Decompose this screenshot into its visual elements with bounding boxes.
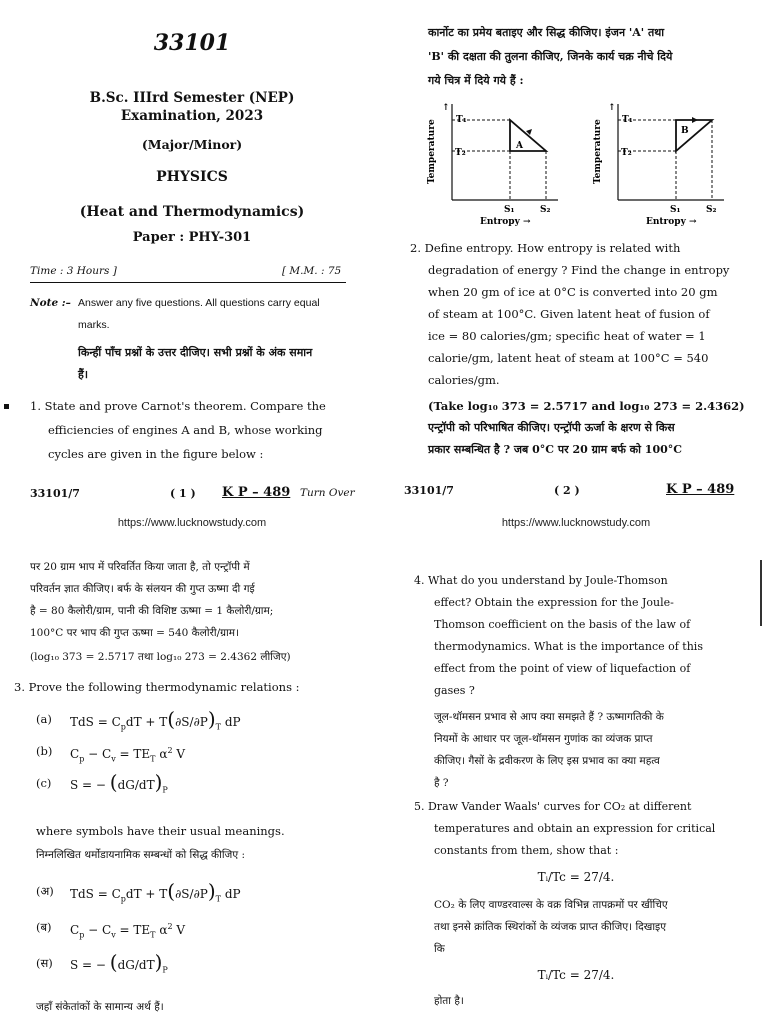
q4-hi-2: नियमों के आधार पर जूल-थॉमसन गुणांक का व्यंजक प्राप्त: [434, 733, 653, 745]
subject-title: PHYSICS: [156, 169, 228, 185]
exam-title: Examination, 2023: [120, 108, 264, 124]
q5-line-3: constants from them, show that :: [434, 844, 619, 857]
q2-hi-cont-4: 100°C पर भाप की गुप्त ऊष्मा = 540 कैलोरी/ग्राम।: [30, 627, 240, 639]
page-edge-mark: [760, 560, 762, 626]
q5-hi-3: कि: [434, 943, 445, 955]
footer-kp-code: K P – 489: [222, 485, 291, 500]
q4-hi-4: है ?: [434, 777, 449, 789]
eq-c-label: (c): [36, 776, 52, 790]
q4-hi-1: जूल-थॉमसन प्रभाव से आप क्या समझते हैं ? ऊष्मागतिकी के: [434, 711, 664, 723]
q4-line-2: effect? Obtain the expression for the Joule-: [434, 596, 674, 609]
paper-number: Paper : PHY-301: [132, 230, 252, 245]
q2-hi-cont-2: परिवर्तन ज्ञात कीजिए। बर्फ के संलयन की गुप्त ऊष्मा दी गई: [30, 583, 255, 595]
q5-hi-2: तथा इनसे क्रांतिक स्थिरांकों के व्यंजक प्राप्त कीजिए। दिखाइए: [434, 921, 667, 933]
note-hi-1: किन्हीं पाँच प्रश्नों के उत्तर दीजिए। सभी प्रश्नों के अंक समान: [78, 346, 313, 359]
source-url-1[interactable]: https://www.lucknowstudy.com: [117, 517, 267, 529]
footer-turn-over: Turn Over: [300, 487, 355, 499]
q2-line-2: degradation of energy ? Find the change in entropy: [428, 263, 730, 277]
note-en-1: Answer any five questions. All questions carry equal: [78, 297, 320, 309]
eq-hb-label: (ब): [36, 920, 52, 934]
marks-label: [ M.M. : 75: [282, 265, 342, 277]
source-url-2[interactable]: https://www.lucknowstudy.com: [501, 517, 651, 529]
eq-c: S = − $(dG/dT)_P$: [70, 770, 168, 795]
fig-a-label: A: [516, 141, 523, 151]
q5-hi-equation: Tᵢ/Tc = 27/4.: [537, 968, 615, 982]
q3-where: where symbols have their usual meanings.: [36, 824, 285, 838]
q2-hi-1: एन्ट्रॉपी को परिभाषित कीजिए। एन्ट्रॉपी ऊर्जा के क्षरण से किस: [428, 421, 675, 434]
q2-line-1: 2. Define entropy. How entropy is related with: [410, 241, 681, 255]
fig-b-xlabel: Entropy →: [646, 217, 697, 227]
page-4: [384, 560, 768, 1024]
q5-equation: Tᵢ/Tc = 27/4.: [537, 870, 615, 884]
time-label: Time : 3 Hours ]: [30, 265, 117, 277]
q2-line-6: calorie/gm, latent heat of steam at 100°C = 540: [428, 351, 709, 365]
svg-text:↑: ↑: [608, 103, 616, 113]
q5-hi-1: CO₂ के लिए वाण्डरवाल्स के वक्र विभिन्न तापक्रमों पर खींचिए: [434, 899, 668, 911]
footer-code-left: 33101/7: [404, 484, 454, 497]
fig-b-ylabel: Temperature: [593, 119, 603, 184]
fig-a-t1: T₁: [456, 115, 467, 125]
q3-line-1: 3. Prove the following thermodynamic relations :: [14, 680, 300, 694]
fig-b-s1: S₁: [670, 205, 681, 215]
q5-line-2: temperatures and obtain an expression for critical: [434, 822, 716, 835]
q1-hi-2: 'B' की दक्षता की तुलना कीजिए, जिनके कार्य चक्र नीचे दिये: [428, 50, 673, 63]
eq-ha: TdS = $C_pdT + T(\partial S/\partial P)_T$ dP: [70, 879, 241, 904]
eq-a: TdS = $C_pdT + T(\partial S/\partial P)_T$ dP: [70, 707, 241, 732]
q5-hi-end: होता है।: [434, 995, 464, 1007]
q1-line-1: 1. State and prove Carnot's theorem. Compare the: [30, 399, 326, 413]
fig-b-t1: T₁: [622, 115, 633, 125]
page-2: [384, 0, 768, 512]
note-hi-2: हैं।: [78, 368, 89, 381]
footer-page: ( 1 ): [170, 487, 196, 500]
q2-hi-cont-3: है = 80 कैलोरी/ग्राम, पानी की विशिष्ट ऊष्मा = 1 कैलोरी/ग्राम;: [30, 605, 274, 617]
fig-a-ylabel: Temperature: [427, 119, 437, 184]
q4-line-3: Thomson coefficient on the basis of the law of: [434, 618, 691, 631]
footer-kp-code: K P – 489: [666, 482, 735, 497]
exam-type: (Major/Minor): [141, 137, 243, 152]
figure-engine-b: [588, 98, 728, 228]
note-label: Note :–: [30, 297, 71, 309]
paper-code: 33101: [153, 30, 231, 56]
q1-line-2: efficiencies of engines A and B, whose working: [48, 423, 323, 437]
svg-text:↑: ↑: [442, 103, 450, 113]
q2-line-4: of steam at 100°C. Given latent heat of fusion of: [428, 307, 710, 321]
q1-line-3: cycles are given in the figure below :: [48, 447, 264, 461]
q4-line-4: thermodynamics. What is the importance of this: [434, 640, 703, 653]
fig-b-t2: T₂: [621, 148, 632, 158]
q3-hi-where: जहाँ संकेतांकों के सामान्य अर्थ हैं।: [36, 1001, 164, 1013]
footer-page: ( 2 ): [554, 484, 580, 497]
q2-line-7: calories/gm.: [428, 373, 500, 387]
q4-line-1: 4. What do you understand by Joule-Thomson: [414, 574, 668, 587]
eq-hc: S = − $(dG/dT)_P$: [70, 950, 168, 975]
eq-b-label: (b): [36, 744, 53, 758]
fig-a-xlabel: Entropy →: [480, 217, 531, 227]
eq-hc-label: (स): [36, 956, 53, 970]
eq-b: $C_p - C_v = TE_T$ $\alpha^2$ V: [70, 746, 186, 764]
bullet-mark: [4, 404, 9, 409]
fig-b-s2: S₂: [706, 205, 717, 215]
fig-a-t2: T₂: [455, 148, 466, 158]
fig-a-s2: S₂: [540, 205, 551, 215]
q2-log-values: (Take log₁₀ 373 = 2.5717 and log₁₀ 273 = 2.4362): [428, 399, 745, 413]
footer-code-left: 33101/7: [30, 487, 80, 500]
fig-a-s1: S₁: [504, 205, 515, 215]
q4-line-6: gases ?: [434, 684, 475, 697]
q5-line-1: 5. Draw Vander Waals' curves for CO₂ at different: [414, 800, 692, 813]
eq-hb: $C_p - C_v = TE_T$ $\alpha^2$ V: [70, 922, 186, 940]
topic-title: (Heat and Thermodynamics): [79, 204, 305, 220]
q2-line-3: when 20 gm of ice at 0°C is converted into 20 gm: [428, 285, 718, 299]
course-title: B.Sc. IIIrd Semester (NEP): [89, 90, 295, 106]
eq-a-label: (a): [36, 712, 52, 726]
q2-line-5: ice = 80 calories/gm; specific heat of water = 1: [428, 329, 706, 343]
q4-line-5: effect from the point of view of liquefaction of: [434, 662, 691, 675]
page-1: [0, 0, 384, 512]
figure-engine-a: [422, 98, 562, 228]
header-rule: [30, 282, 346, 283]
page-3: [0, 540, 384, 1024]
q2-hi-2: प्रकार सम्बन्धित है ? जब 0°C पर 20 ग्राम बर्फ को 100°C: [428, 443, 683, 456]
q1-hi-1: कार्नोट का प्रमेय बताइए और सिद्ध कीजिए। इंजन 'A' तथा: [428, 26, 665, 39]
note-en-2: marks.: [78, 319, 110, 331]
q1-hi-3: गये चित्र में दिये गये हैं :: [428, 74, 524, 87]
eq-ha-label: (अ): [36, 884, 54, 898]
q2-hi-cont-1: पर 20 ग्राम भाप में परिवर्तित किया जाता है, तो एन्ट्रॉपी में: [30, 561, 250, 573]
fig-b-label: B: [681, 126, 689, 136]
q2-hi-log: (log₁₀ 373 = 2.5717 तथा log₁₀ 273 = 2.4362 लीजिए): [30, 651, 291, 663]
q3-hi: निम्नलिखित थर्मोडायनामिक सम्बन्धों को सिद्ध कीजिए :: [36, 849, 246, 861]
q4-hi-3: कीजिए। गैसों के द्रवीकरण के लिए इस प्रभाव का क्या महत्व: [434, 755, 660, 767]
